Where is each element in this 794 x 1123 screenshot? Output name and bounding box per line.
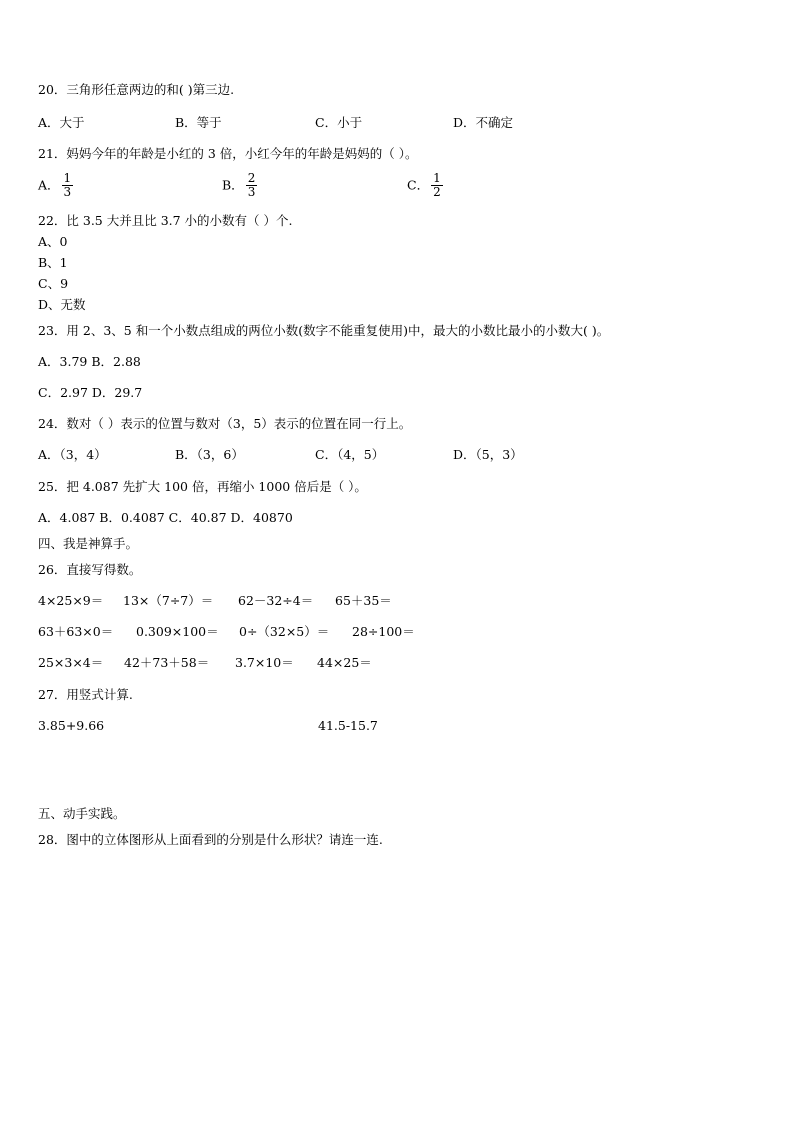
q27-stem: 27．用竖式计算. xyxy=(38,687,133,702)
q20-option-b[interactable]: B．等于 xyxy=(175,115,222,130)
q24-option-b[interactable]: B．（3，6） xyxy=(175,447,244,462)
q24-option-d[interactable]: D．（5，3） xyxy=(453,447,523,462)
q26-r3-c3: 3.7×10＝ xyxy=(235,655,294,670)
q20-option-a[interactable]: A．大于 xyxy=(38,115,85,130)
q24-stem: 24．数对（ ）表示的位置与数对（3，5）表示的位置在同一行上。 xyxy=(38,416,412,431)
q20-option-c[interactable]: C．小于 xyxy=(315,115,363,130)
q26-r1-c1: 4×25×9＝ xyxy=(38,593,104,608)
q23-stem: 23．用 2、3、5 和一个小数点组成的两位小数(数字不能重复使用)中，最大的小数比最小的小数大( )。 xyxy=(38,323,610,338)
q25-stem: 25．把 4.087 先扩大 100 倍，再缩小 1000 倍后是（ ）。 xyxy=(38,479,367,494)
section-five-heading: 五、动手实践。 xyxy=(38,806,126,821)
q21-option-c-fraction xyxy=(431,172,443,199)
q27-right-expression: 41.5-15.7 xyxy=(318,718,378,733)
denominator: 3 xyxy=(63,185,72,199)
numerator: 2 xyxy=(247,171,256,185)
q21-option-c[interactable] xyxy=(407,172,443,199)
q22-option-a[interactable]: A、0 xyxy=(38,234,68,249)
q20-stem: 20．三角形任意两边的和( )第三边. xyxy=(38,82,235,97)
q27-left-expression: 3.85+9.66 xyxy=(38,718,105,733)
q21-option-a-label: A． xyxy=(38,177,60,193)
q21-option-a-fraction xyxy=(62,172,74,199)
q26-r3-c1: 25×3×4＝ xyxy=(38,655,104,670)
q20-option-d[interactable]: D．不确定 xyxy=(453,115,514,130)
q26-stem: 26．直接写得数。 xyxy=(38,562,142,577)
q24-option-c[interactable]: C．（4，5） xyxy=(315,447,385,462)
q21-option-b-fraction xyxy=(246,172,258,199)
q26-r2-c3: 0÷（32×5）＝ xyxy=(239,624,330,639)
q23-options-row1[interactable]: A．3.79 B．2.88 xyxy=(38,354,141,369)
q22-option-d[interactable]: D、无数 xyxy=(38,297,86,312)
q28-stem: 28．图中的立体图形从上面看到的分别是什么形状？请连一连. xyxy=(38,832,383,847)
q26-r2-c4: 28÷100＝ xyxy=(352,624,415,639)
numerator: 1 xyxy=(433,171,441,185)
q21-option-a[interactable] xyxy=(38,172,73,199)
q21-option-c-label: C． xyxy=(407,177,430,193)
q25-options[interactable]: A．4.087 B．0.4087 C．40.87 D．40870 xyxy=(38,510,293,525)
q26-r1-c4: 65＋35＝ xyxy=(335,593,392,608)
q21-option-b-label: B． xyxy=(222,177,244,193)
q26-r3-c2: 42＋73＋58＝ xyxy=(124,655,210,670)
q26-r2-c2: 0.309×100＝ xyxy=(136,624,219,639)
q22-option-b[interactable]: B、1 xyxy=(38,255,68,270)
q26-r2-c1: 63＋63×0＝ xyxy=(38,624,114,639)
q24-option-a[interactable]: A．（3，4） xyxy=(38,447,107,462)
q23-options-row2[interactable]: C．2.97 D．29.7 xyxy=(38,385,143,400)
q26-r3-c4: 44×25＝ xyxy=(317,655,372,670)
q21-stem: 21．妈妈今年的年龄是小红的 3 倍，小红今年的年龄是妈妈的（ ）。 xyxy=(38,146,418,161)
q26-r1-c2: 13×（7÷7）＝ xyxy=(123,593,214,608)
section-four-heading: 四、我是神算手。 xyxy=(38,536,139,551)
numerator: 1 xyxy=(63,171,72,185)
denominator: 2 xyxy=(433,185,441,199)
denominator: 3 xyxy=(247,185,256,199)
q21-option-b[interactable] xyxy=(222,172,257,199)
q22-option-c[interactable]: C、9 xyxy=(38,276,69,291)
q26-r1-c3: 62－32÷4＝ xyxy=(238,593,314,608)
q22-stem: 22．比 3.5 大并且比 3.7 小的小数有（ ）个. xyxy=(38,213,293,228)
